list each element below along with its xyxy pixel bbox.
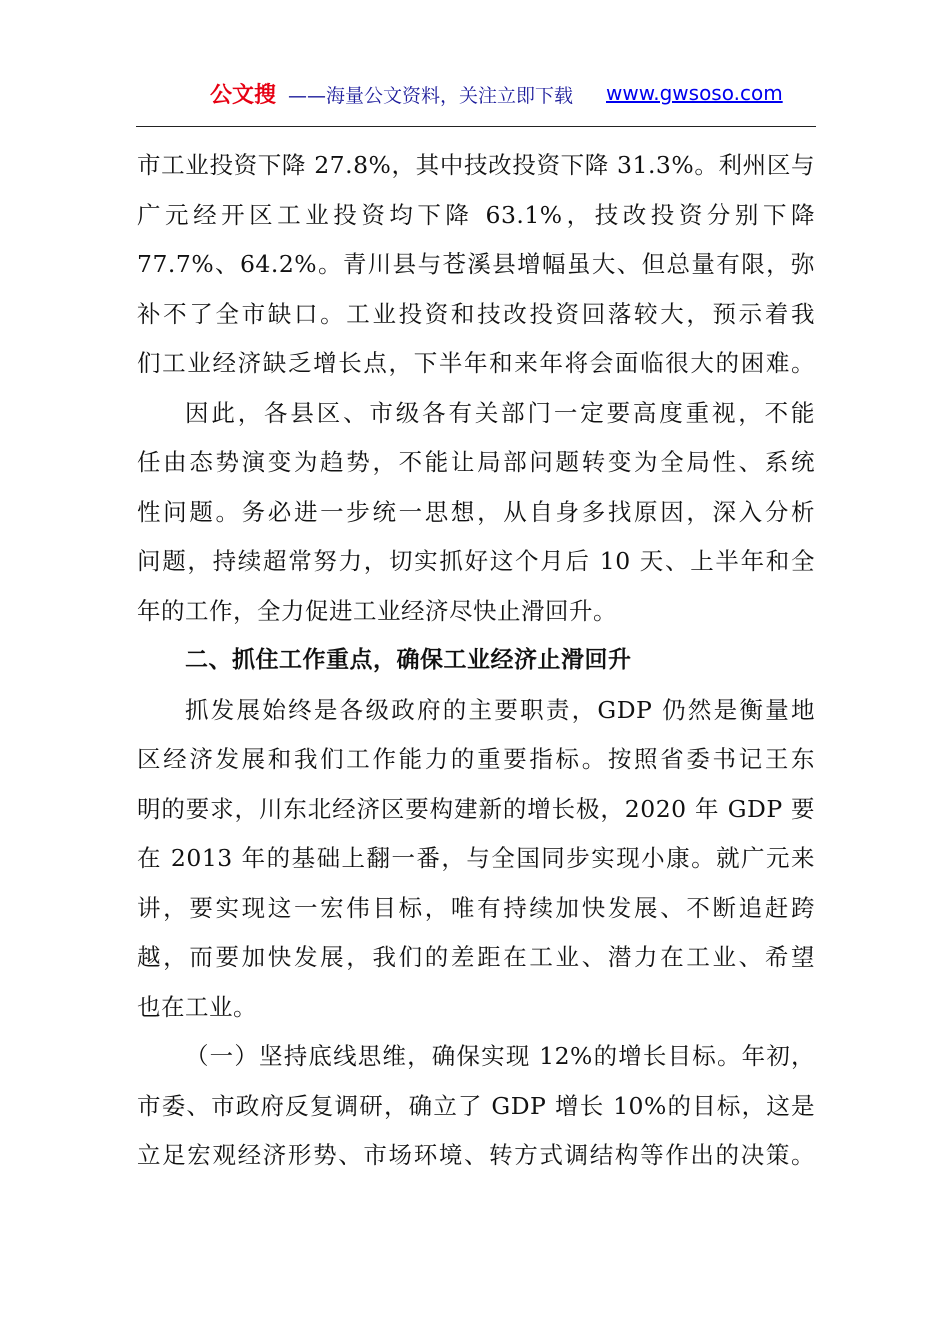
page-header <box>0 78 950 118</box>
text-line: 广元经开区工业投资均下降 63.1%，技改投资分别下降 <box>137 200 815 229</box>
text-line: 立足宏观经济形势、市场环境、转方式调结构等作出的决策。 <box>137 1141 815 1169</box>
text-line: 任由态势演变为趋势，不能让局部问题转变为全局性、系统 <box>137 448 815 476</box>
text-line: 市委、市政府反复调研，确立了 GDP 增长 10%的目标，这是 <box>137 1091 815 1120</box>
text-line: 性问题。务必进一步统一思想，从自身多找原因，深入分析 <box>137 497 815 526</box>
text-line: 因此，各县区、市级各有关部门一定要高度重视，不能 <box>185 398 815 427</box>
text-line: 区经济发展和我们工作能力的重要指标。按照省委书记王东 <box>137 745 815 773</box>
text-line: 越，而要加快发展，我们的差距在工业、潜力在工业、希望 <box>137 943 815 971</box>
text-line: 在 2013 年的基础上翻一番，与全国同步实现小康。就广元来 <box>137 844 815 872</box>
section-heading: 二、抓住工作重点，确保工业经济止滑回升 <box>185 647 632 673</box>
text-line: 们工业经济缺乏增长点，下半年和来年将会面临很大的困难。 <box>137 349 815 377</box>
text-line: 也在工业。 <box>137 992 257 1021</box>
text-line: 明的要求，川东北经济区要构建新的增长极，2020 年 GDP 要 <box>137 794 815 823</box>
document-body <box>137 146 815 1186</box>
header-divider <box>136 126 816 127</box>
text-line: 77.7%、64.2%。青川县与苍溪县增幅虽大、但总量有限，弥 <box>137 250 815 278</box>
text-line: 市工业投资下降 27.8%，其中技改投资下降 31.3%。利州区与 <box>137 151 815 179</box>
text-line: 抓发展始终是各级政府的主要职责，GDP 仍然是衡量地 <box>185 695 815 724</box>
text-line: 讲，要实现这一宏伟目标，唯有持续加快发展、不断追赶跨 <box>137 893 815 922</box>
text-line: 补不了全市缺口。工业投资和技改投资回落较大，预示着我 <box>137 299 815 328</box>
header-website-link[interactable]: www.gwsoso.com <box>606 81 783 105</box>
text-line: （一）坚持底线思维，确保实现 12%的增长目标。年初， <box>185 1042 815 1070</box>
brand-logo-text: 公文搜 <box>210 83 277 108</box>
text-line: 问题，持续超常努力，切实抓好这个月后 10 天、上半年和全 <box>137 547 815 575</box>
text-line: 年的工作，全力促进工业经济尽快止滑回升。 <box>137 596 617 625</box>
header-slogan: ——海量公文资料，关注立即下载 <box>288 85 574 107</box>
